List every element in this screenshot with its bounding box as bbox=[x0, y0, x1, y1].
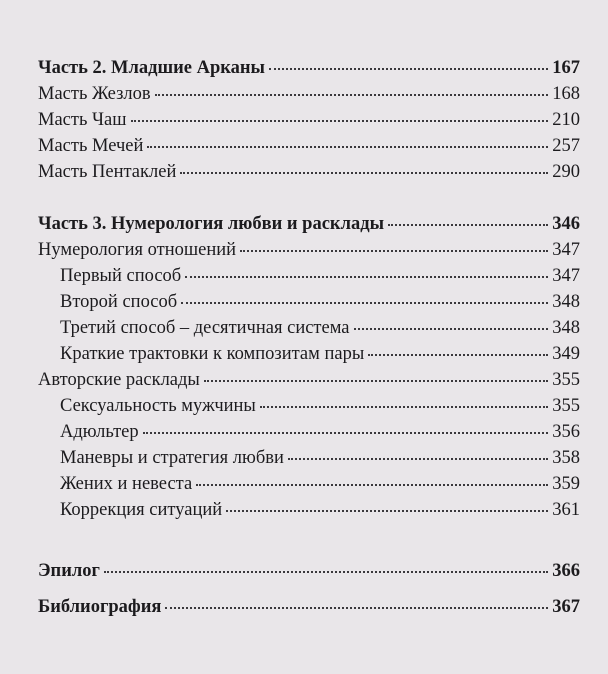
toc-page-number: 257 bbox=[552, 136, 580, 156]
toc-entry-label: Эпилог bbox=[38, 561, 100, 581]
toc-page-number: 210 bbox=[552, 110, 580, 130]
toc-subentry bbox=[60, 419, 580, 445]
toc-entry-label: Второй способ bbox=[60, 292, 178, 312]
dot-leader bbox=[240, 250, 548, 252]
dot-leader bbox=[288, 458, 548, 460]
dot-leader bbox=[104, 571, 548, 573]
dot-leader bbox=[147, 146, 548, 148]
toc-entry-label: Жених и невеста bbox=[60, 474, 193, 494]
toc-entry-label: Масть Чаш bbox=[38, 110, 127, 130]
dot-leader bbox=[260, 406, 548, 408]
toc-subentry bbox=[60, 315, 580, 341]
dot-leader bbox=[185, 276, 548, 278]
toc-entry-label: Сексуальность мужчины bbox=[60, 396, 256, 416]
toc-page-number: 347 bbox=[552, 240, 580, 260]
toc-subentry bbox=[60, 471, 580, 497]
toc-entry-label: Библиография bbox=[38, 597, 162, 617]
toc-entry bbox=[38, 367, 580, 393]
toc-entry-label: Третий способ – десятичная система bbox=[60, 318, 350, 338]
toc-entry bbox=[38, 107, 580, 133]
toc-entry bbox=[38, 159, 580, 185]
toc-epilogue bbox=[38, 558, 580, 584]
toc-subentry bbox=[60, 341, 580, 367]
toc-entry bbox=[38, 237, 580, 263]
dot-leader bbox=[226, 510, 548, 512]
toc-entry-label: Масть Мечей bbox=[38, 136, 144, 156]
toc-subentry bbox=[60, 497, 580, 523]
toc-bibliography bbox=[38, 594, 580, 620]
toc-page-number: 361 bbox=[552, 500, 580, 520]
dot-leader bbox=[181, 302, 548, 304]
toc-subentry bbox=[60, 263, 580, 289]
toc-page-number: 348 bbox=[552, 318, 580, 338]
toc-page-number: 168 bbox=[552, 84, 580, 104]
toc-page-number: 358 bbox=[552, 448, 580, 468]
toc-page-number: 355 bbox=[552, 370, 580, 390]
dot-leader bbox=[165, 607, 548, 609]
dot-leader bbox=[269, 68, 548, 70]
toc-entry-label: Масть Пентаклей bbox=[38, 162, 177, 182]
toc-entry-label: Адюльтер bbox=[60, 422, 139, 442]
toc-part-3-title bbox=[38, 211, 580, 237]
toc-subentry bbox=[60, 393, 580, 419]
toc-page-number: 355 bbox=[552, 396, 580, 416]
toc-subentry bbox=[60, 445, 580, 471]
dot-leader bbox=[155, 94, 549, 96]
toc-entry-label: Часть 2. Младшие Арканы bbox=[38, 58, 265, 78]
toc-page-number: 349 bbox=[552, 344, 580, 364]
toc-part-2-title bbox=[38, 55, 580, 81]
dot-leader bbox=[204, 380, 548, 382]
dot-leader bbox=[180, 172, 548, 174]
toc-entry-label: Нумерология отношений bbox=[38, 240, 237, 260]
toc-entry-label: Краткие трактовки к композитам пары bbox=[60, 344, 365, 364]
toc-entry-label: Авторские расклады bbox=[38, 370, 200, 390]
toc-subentry bbox=[60, 289, 580, 315]
toc-entry bbox=[38, 81, 580, 107]
toc-page-number: 367 bbox=[552, 597, 580, 617]
toc-page-number: 348 bbox=[552, 292, 580, 312]
toc-entry-label: Часть 3. Нумерология любви и расклады bbox=[38, 214, 385, 234]
toc-entry-label: Коррекция ситуаций bbox=[60, 500, 223, 520]
toc-page-number: 167 bbox=[552, 58, 580, 78]
dot-leader bbox=[354, 328, 549, 330]
dot-leader bbox=[388, 224, 548, 226]
toc-page-number: 366 bbox=[552, 561, 580, 581]
toc-page-number: 347 bbox=[552, 266, 580, 286]
toc-page-number: 290 bbox=[552, 162, 580, 182]
toc-page-number: 346 bbox=[552, 214, 580, 234]
dot-leader bbox=[196, 484, 548, 486]
dot-leader bbox=[143, 432, 549, 434]
toc-page-number: 359 bbox=[552, 474, 580, 494]
dot-leader bbox=[131, 120, 549, 122]
toc-entry-label: Первый способ bbox=[60, 266, 182, 286]
toc-entry bbox=[38, 133, 580, 159]
toc-entry-label: Масть Жезлов bbox=[38, 84, 151, 104]
toc-page-number: 356 bbox=[552, 422, 580, 442]
toc-entry-label: Маневры и стратегия любви bbox=[60, 448, 284, 468]
dot-leader bbox=[368, 354, 548, 356]
